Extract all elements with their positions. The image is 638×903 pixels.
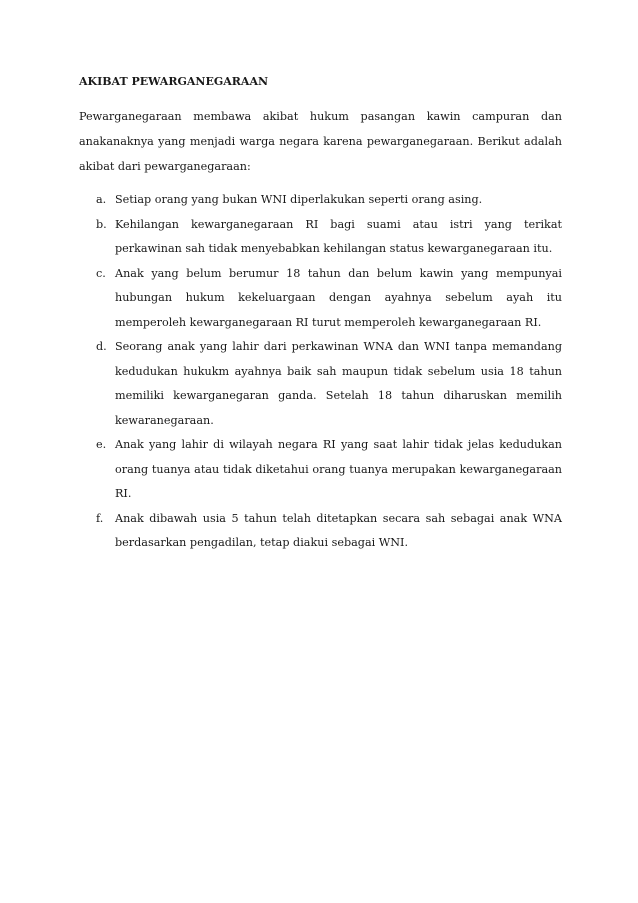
list-item: [79, 262, 562, 336]
list-marker: d.: [96, 340, 107, 353]
list-item-text: Setiap orang yang bukan WNI diperlakukan seperti orang asing.: [115, 193, 483, 206]
list-marker: a.: [96, 193, 107, 206]
list-item: [79, 188, 562, 213]
list-item-text: Anak dibawah usia 5 tahun telah ditetapkan secara sah sebagai anak WNA berdasarkan pengadilan, tetap diakui sebagai WNI.: [115, 511, 562, 549]
list-item: [79, 213, 562, 262]
list-marker: e.: [96, 438, 107, 451]
consequence-list: [79, 188, 562, 556]
list-marker: b.: [96, 217, 107, 231]
list-item: [79, 433, 562, 507]
list-marker: f.: [96, 511, 104, 525]
intro-paragraph: Pewarganegaraan membawa akibat hukum pasangan kawin campuran dan anakanaknya yang menjadi warga negara karena pewarganegaraan. Berikut adalah akibat dari pewarganegaraan:: [79, 110, 562, 173]
list-item: [79, 335, 562, 433]
list-marker: c.: [96, 266, 106, 280]
list-item-text: Anak yang lahir di wilayah negara RI yang saat lahir tidak jelas kedudukan orang tuanya atau tidak diketahui orang tuanya merupakan kewarganegaraan RI.: [115, 438, 562, 500]
list-item-text: Seorang anak yang lahir dari perkawinan WNA dan WNI tanpa memandang kedudukan hukukm ayahnya baik sah maupun tidak sebelum usia 18 tahun memiliki kewarganegaran ganda. Setelah 18 tahun diharuskan memilih kewaranegaraan.: [115, 340, 562, 427]
document-title: AKIBAT PEWARGANEGARAAN: [79, 75, 269, 88]
document-body: [79, 74, 562, 556]
list-item: [79, 507, 562, 556]
list-item-text: Anak yang belum berumur 18 tahun dan belum kawin yang mempunyai hubungan hukum kekeluargaan dengan ayahnya sebelum ayah itu memperoleh kewarganegaraan RI turut memperoleh kewarganegaraan RI.: [115, 266, 562, 329]
list-item-text: Kehilangan kewarganegaraan RI bagi suami atau istri yang terikat perkawinan sah tidak menyebabkan kehilangan status kewarganegaraan itu.: [115, 217, 562, 255]
